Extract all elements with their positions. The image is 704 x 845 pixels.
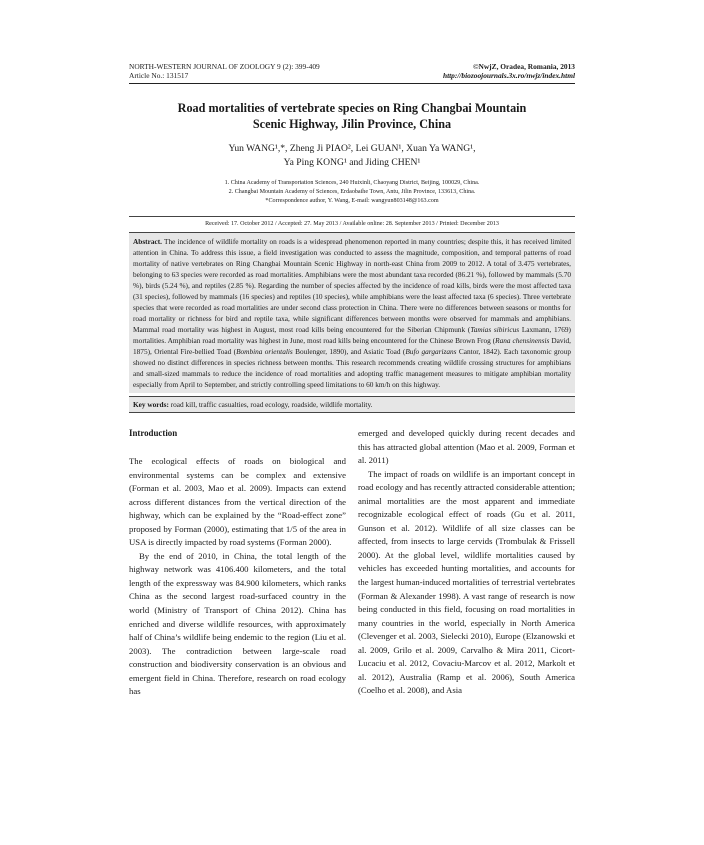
correspondence: *Correspondence author, Y. Wang, E-mail: wangyun803148@163.com bbox=[265, 198, 439, 204]
journal-url[interactable]: http://biozoojournals.3x.ro/nwjz/index.html bbox=[442, 71, 575, 80]
paragraph: By the end of 2010, in China, the total length of the highway network was 4106.400 kilometers, and the total length of the expressway was 84.900 kilometers, which ranks China as the second largest road-surfaced country in the world (Ministry of Transport of China 2012). China has enriched and diverse wildlife resources, with approximately half of China’s wildlife being endemic to the region (Liu et al. 2003). The contradiction between large-scale road construction and biodiversity conservation is an obvious and emergent field in China. Therefore, research on road ecology has bbox=[129, 550, 346, 697]
keywords-label: Key words: bbox=[133, 400, 169, 409]
author-list: Yun WANG¹,*, Zheng Ji PIAO², Lei GUAN¹, Xuan Ya WANG¹, Ya Ping KONG¹ and Jiding CHEN¹ bbox=[228, 143, 476, 168]
affiliation-2: 2. Changbai Mountain Academy of Sciences, Erdaobaihe Town, Antu, Jilin Province, 133613, China. bbox=[228, 189, 476, 195]
paper-page bbox=[129, 62, 575, 699]
article-number: Article No.: 131517 bbox=[129, 71, 189, 80]
right-column bbox=[358, 427, 575, 699]
abstract-box: Abstract. The incidence of wildlife mortality on roads is a widespread phenomenon reported in many countries; despite this, it has received limited attention in China. To address this issue, a field investigation was conducted to assess the magnitude, composition, and temporal patterns of road mortality of native vertebrates on Ring Changbai Mountain Scenic Highway in north-east China from 2009 to 2012. A total of 3.475 vertebrates, belonging to 63 species were recorded as road mortalities. Amphibians were the most abundant taxa recorded (86.21 %), followed by mammals (5.70 %), birds (5.24 %), and reptiles (2.85 %). Regarding the number of species affected by the incidence of road kills, birds were the most affected taxa (31 species), followed by mammals (16 species) and reptiles (10 species), while amphibians were the least affected taxa (6 species). Three vertebrate species that were recorded as road mortalities are under second class protection in China. There were no differences between seasons or months for road mortality or richness for bird and reptile taxa, while significant differences between months were observed for mammals and amphibians. Mammal road mortality was highest in August, most road kills being encountered for the Siberian Chipmunk (Tamias sibiricus Laxmann, 1769) mortalities. Amphibian road mortality was highest in June, most road kills being encountered for the Chinese Brown Frog (Rana chensinensis David, 1875), Oriental Fire-bellied Toad (Bombina orientalis Boulenger, 1890), and Asiatic Toad (Bufo gargarizans Cantor, 1842). Each taxonomic group showed no distinct differences in species richness between months. This research recommends creating wildlife crossing structures for amphibians and small-sized mammals to reduce the incidence of road mortalities and adopting traffic management measures to mitigate amphibian mortality especially from April to September, and strictly controlling speed limitations to 60 km/h on this highway. bbox=[129, 232, 575, 393]
running-header bbox=[129, 62, 575, 80]
species-name: Tamias sibiricus bbox=[470, 325, 520, 334]
paragraph: The ecological effects of roads on biological and environmental systems can be complex and extensive (Forman et al. 2003, Mao et al. 2009). Impacts can extend across different distances from the vertical direction of the highway, which can be explained by the “Road-effect zone” proposed by Forman (2000), estimating that 1/5 of the area in USA is directly impacted by road systems (Forman 2000). bbox=[129, 456, 346, 548]
paragraph: The impact of roads on wildlife is an important concept in road ecology and has recently attracted considerable attention; animal mortalities are the most apparent and immediate recognizable ecological effect of roads (Gu et al. 2011, Gunson et al. 2012). Wildlife of all size classes can be affected, from insects to large cervids (Trombulak & Frissell 2000). At the global level, wildlife mortalities caused by vehicles has exceeded hunting mortalities, and accounts for the largest human-induced mortalities of terrestrial vertebrates (Forman & Alexander 1998). A vast range of research is now being conducted in this field, focusing on road mortalities in many countries in the world, especially in North America (Clevenger et al. 2003, Sielecki 2010), Europe (Elzanowski et al. 2009, Grilo et al. 2009, Carvalho & Mira 2011, Cicort-Lucaciu et al. 2012, Covaciu-Marcov et al. 2012, Markolt et al. 2012), Australia (Ramp et al. 2006), South America (Coelho et al. 2008), and Asia bbox=[358, 468, 575, 696]
keywords-text: road kill, traffic casualties, road ecology, roadside, wildlife mortality. bbox=[168, 400, 373, 409]
body-columns bbox=[129, 427, 575, 699]
publication-dates: Received: 17. October 2012 / Accepted: 27. May 2013 / Available online: 28. September 2013 / Printed: December 2013 bbox=[129, 216, 575, 229]
affiliations bbox=[129, 179, 575, 206]
keywords-box bbox=[129, 396, 575, 413]
journal-name: NORTH-WESTERN JOURNAL OF ZOOLOGY 9 (2): 399-409 bbox=[129, 62, 320, 71]
paragraph: emerged and developed quickly during recent decades and this has attracted global attention (Mao et al. 2009, Forman et al. 2011) bbox=[358, 428, 575, 466]
species-name: Rana chensinensis bbox=[495, 336, 550, 345]
left-column bbox=[129, 427, 346, 699]
copyright-notice: ©NwjZ, Oradea, Romania, 2013 bbox=[472, 62, 575, 71]
species-name: Bombina orientalis bbox=[236, 347, 293, 356]
section-heading: Introduction bbox=[129, 428, 178, 438]
paper-title: Road mortalities of vertebrate species on Ring Changbai Mountain Scenic Highway, Jilin Province, China bbox=[177, 101, 527, 131]
species-name: Bufo gargarizans bbox=[405, 347, 457, 356]
header-rule bbox=[129, 83, 575, 84]
affiliation-1: 1. China Academy of Transportation Sciences, 240 Huixinli, Chaoyang District, Beijing, 100029, China. bbox=[224, 180, 480, 186]
abstract-label: Abstract. bbox=[133, 237, 162, 246]
